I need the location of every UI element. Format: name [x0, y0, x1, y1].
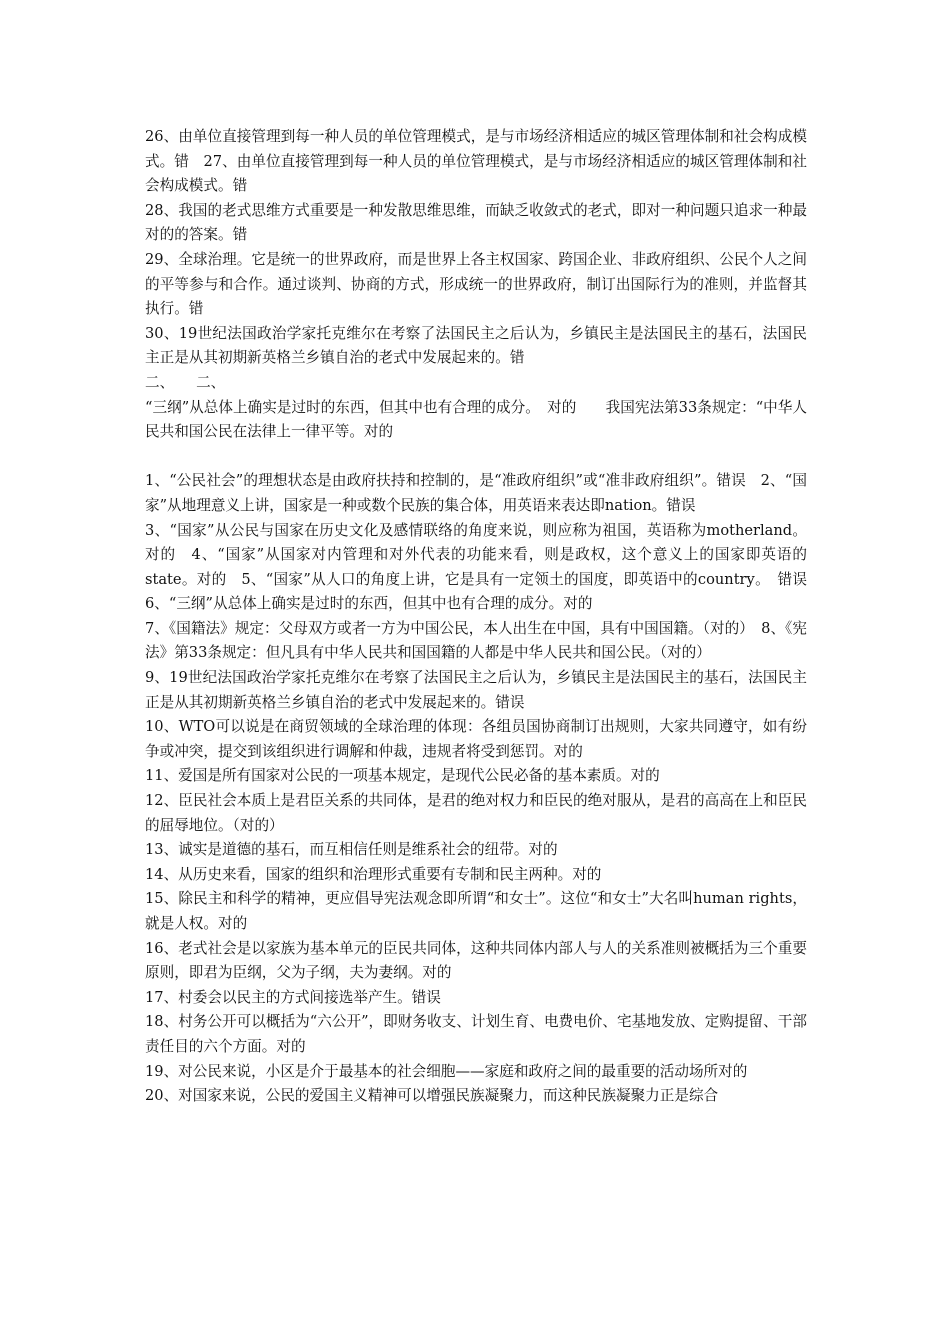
paragraph-q29: 29、全球治理。它是统一的世界政府，而是世界上各主权国家、跨国企业、非政府组织、公民个人之间的平等参与和合作。通过谈判、协商的方式，形成统一的世界政府，制订出国际行为的准则，并监督其执行。错 [145, 250, 807, 318]
paragraph-q28: 28、我国的老式思维方式重要是一种发散思维思维，而缺乏收敛式的老式，即对一种问题只追求一种最对的的答案。错 [145, 201, 807, 244]
paragraph-q12: 12、臣民社会本质上是君臣关系的共同体，是君的绝对权力和臣民的绝对服从，是君的高高在上和臣民的屈辱地位。（对的） [145, 792, 807, 834]
paragraph-q16: 16、老式社会是以家族为基本单元的臣民共同体，这种共同体内部人与人的关系准则被概括为三个重要原则，即君为臣纲，父为子纲，夫为妻纲。对的 [145, 939, 807, 982]
paragraph-q1-2: 1、“公民社会”的理想状态是由政府扶持和控制的，是“准政府组织”或“准非政府组织”。错误 2、“国家”从地理意义上讲，国家是一种或数个民族的集合体，用英语来表达即nation。错误 [145, 472, 807, 514]
paragraph-q7-8: 7、《国籍法》规定：父母双方或者一方为中国公民，本人出生在中国，具有中国国籍。（对的） 8、《宪法》第33条规定：但凡具有中华人民共和国国籍的人都是中华人民共和国公民。（对的） [145, 619, 807, 662]
paragraph-q15: 15、除民主和科学的精神，更应倡导宪法观念即所谓“和女士”。这位“和女士”大名叫human rights，就是人权。对的 [145, 890, 807, 932]
paragraph-q19: 19、对公民来说，小区是介于最基本的社会细胞——家庭和政府之间的最重要的活动场所对的 [145, 1062, 748, 1080]
section-heading-two: 二、 二、 [145, 373, 226, 391]
paragraph-q3-6: 3、“国家”从公民与国家在历史文化及感情联络的角度来说，则应称为祖国，英语称为motherland。对的 4、“国家”从国家对内管理和对外代表的功能来看，则是政权，这个意义上的国家即英语的state。对的 5、“国家”从人口的角度上讲，它是具有一定领土的国度，即英语中的country。 错误 6、“三纲”从总体上确实是过时的东西，但其中也有合理的成分。对的 [145, 521, 822, 613]
paragraph-q18: 18、村务公开可以概括为“六公开”，即财务收支、计划生育、电费电价、宅基地发放、定购提留、干部责任目的六个方面。对的 [145, 1013, 807, 1055]
document-body [145, 125, 822, 1109]
paragraph-three-bonds: “三纲”从总体上确实是过时的东西，但其中也有合理的成分。 对的 我国宪法第33条规定：“中华人民共和国公民在法律上一律平等。对的 [145, 398, 807, 441]
paragraph-q14: 14、从历史来看，国家的组织和治理形式重要有专制和民主两种。对的 [145, 865, 602, 883]
paragraph-q9: 9、19世纪法国政治学家托克维尔在考察了法国民主之后认为，乡镇民主是法国民主的基石，法国民主正是从其初期新英格兰乡镇自治的老式中发展起来的。错误 [145, 669, 807, 711]
paragraph-q30: 30、19世纪法国政治学家托克维尔在考察了法国民主之后认为，乡镇民主是法国民主的基石，法国民主正是从其初期新英格兰乡镇自治的老式中发展起来的。错 [145, 324, 807, 367]
paragraph-q13: 13、诚实是道德的基石，而互相信任则是维系社会的纽带。对的 [145, 841, 558, 859]
paragraph-q17: 17、村委会以民主的方式间接选举产生。错误 [145, 988, 441, 1006]
blank-line [145, 445, 807, 470]
paragraph-q10: 10、WTO可以说是在商贸领域的全球治理的体现：各组员国协商制订出规则，大家共同遵守，如有纷争或冲突，提交到该组织进行调解和仲裁，违规者将受到惩罚。对的 [145, 718, 807, 760]
paragraph-q26-27: 26、由单位直接管理到每一种人员的单位管理模式，是与市场经济相适应的城区管理体制和社会构成模式。错 27、由单位直接管理到每一种人员的单位管理模式，是与市场经济相适应的城区管理体制和社会构成模式。错 [145, 128, 807, 195]
paragraph-q20: 20、对国家来说，公民的爱国主义精神可以增强民族凝聚力，而这种民族凝聚力正是综合 [145, 1087, 719, 1105]
paragraph-q11: 11、爱国是所有国家对公民的一项基本规定，是现代公民必备的基本素质。对的 [145, 767, 660, 785]
